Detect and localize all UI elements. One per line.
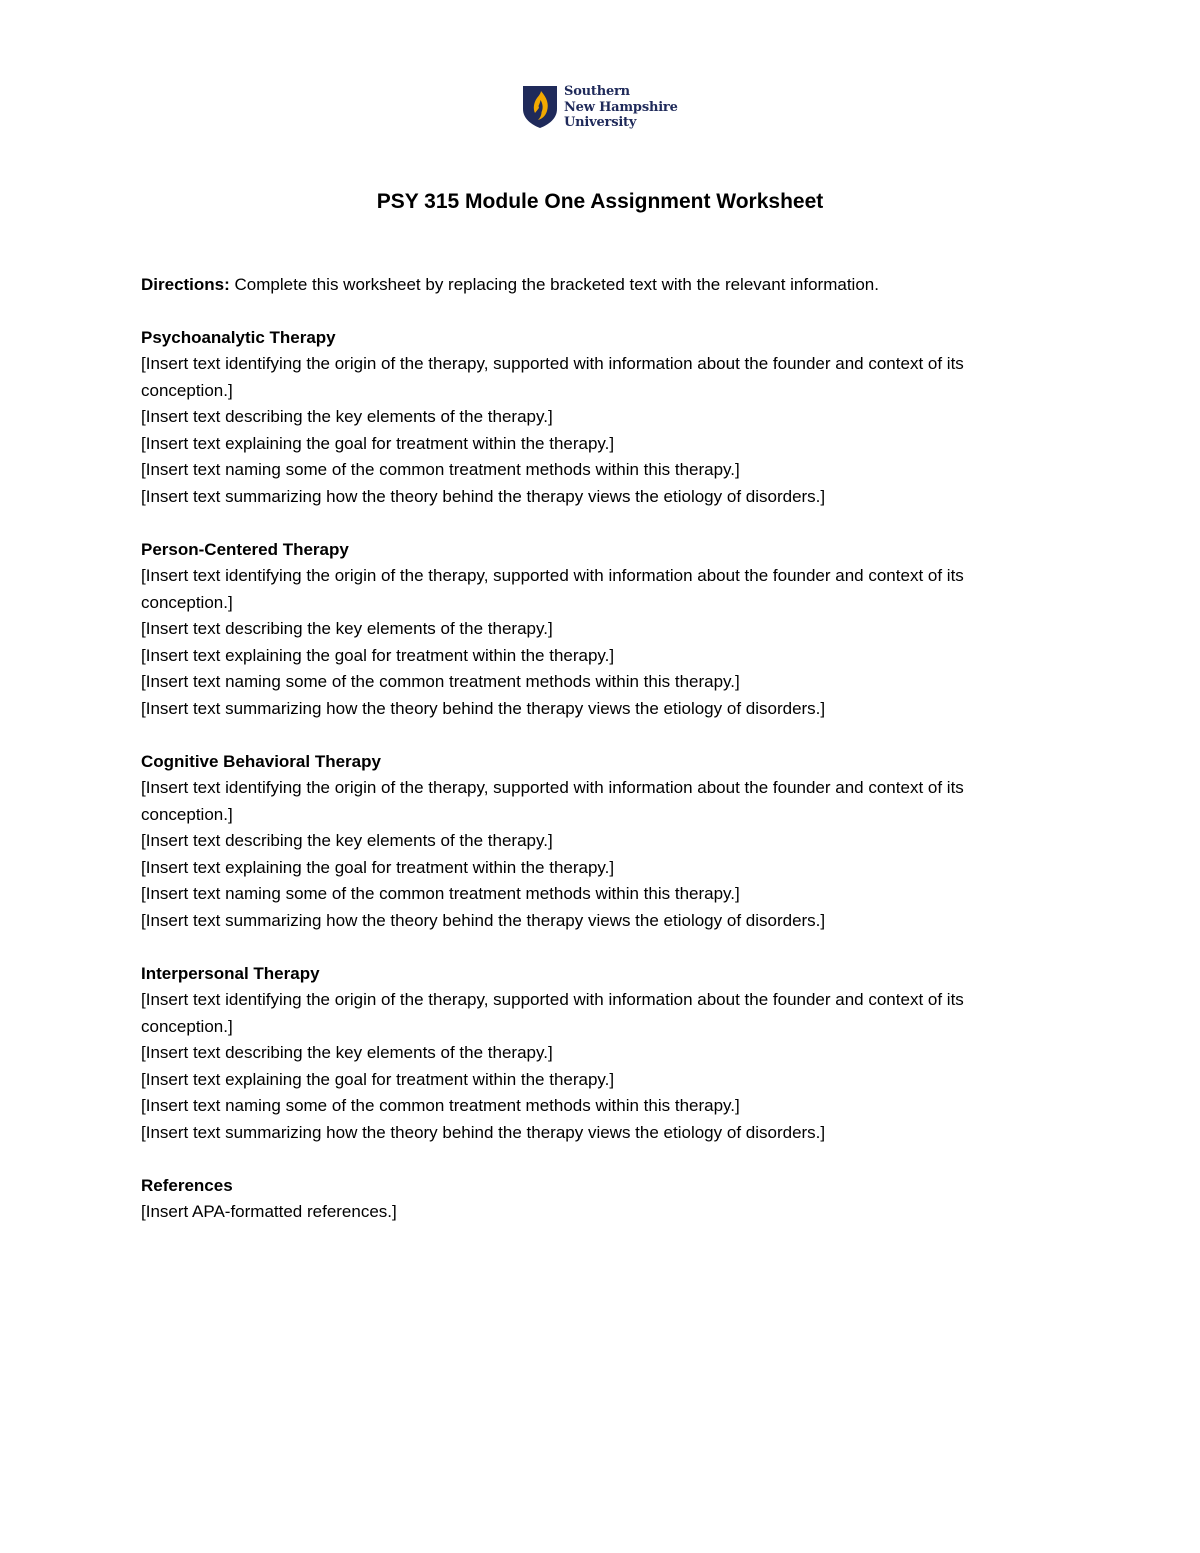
shield-flame-icon <box>522 85 558 129</box>
section-cognitive-behavioral <box>141 749 1021 935</box>
treatment-goal-prompt: [Insert text explaining the goal for treatment within the therapy.] <box>141 857 615 877</box>
references-prompt: [Insert APA-formatted references.] <box>141 1202 397 1221</box>
etiology-prompt: [Insert text summarizing how the theory behind the therapy views the etiology of disorders.] <box>141 910 826 930</box>
etiology-prompt: [Insert text summarizing how the theory behind the therapy views the etiology of disorders.] <box>141 486 826 506</box>
section-person-centered <box>141 537 1021 723</box>
etiology-prompt: [Insert text summarizing how the theory behind the therapy views the etiology of disorders.] <box>141 698 826 718</box>
key-elements-prompt: [Insert text describing the key elements of the therapy.] <box>141 619 553 638</box>
directions-text: Complete this worksheet by replacing the bracketed text with the relevant information. <box>229 275 879 294</box>
section-heading: Cognitive Behavioral Therapy <box>141 751 381 771</box>
treatment-goal-prompt: [Insert text explaining the goal for treatment within the therapy.] <box>141 1069 615 1089</box>
logo-line-2: New Hampshire <box>564 99 678 115</box>
key-elements-prompt: [Insert text describing the key elements of the therapy.] <box>141 1043 553 1062</box>
origin-prompt: [Insert text identifying the origin of the therapy, supported with information about the founder and context of its conception.] <box>141 778 964 824</box>
origin-prompt: [Insert text identifying the origin of the therapy, supported with information about the founder and context of its conception.] <box>141 566 964 612</box>
treatment-goal-prompt: [Insert text explaining the goal for treatment within the therapy.] <box>141 433 615 453</box>
key-elements-prompt: [Insert text describing the key elements of the therapy.] <box>141 831 553 850</box>
section-psychoanalytic <box>141 325 1021 511</box>
treatment-methods-prompt: [Insert text naming some of the common treatment methods within this therapy.] <box>141 1096 740 1115</box>
etiology-prompt: [Insert text summarizing how the theory behind the therapy views the etiology of disorders.] <box>141 1122 826 1142</box>
section-interpersonal <box>141 961 1021 1147</box>
section-heading: Psychoanalytic Therapy <box>141 327 336 347</box>
key-elements-prompt: [Insert text describing the key elements of the therapy.] <box>141 407 553 426</box>
origin-prompt: [Insert text identifying the origin of the therapy, supported with information about the founder and context of its conception.] <box>141 990 964 1036</box>
treatment-methods-prompt: [Insert text naming some of the common treatment methods within this therapy.] <box>141 460 740 479</box>
directions <box>141 272 1021 299</box>
logo-line-3: University <box>564 115 637 130</box>
directions-label: Directions: <box>141 275 230 294</box>
snhu-logo <box>522 84 678 131</box>
section-heading: Person-Centered Therapy <box>141 539 349 559</box>
logo-line-1: Southern <box>564 84 630 99</box>
treatment-goal-prompt: [Insert text explaining the goal for treatment within the therapy.] <box>141 645 615 665</box>
section-heading: Interpersonal Therapy <box>141 963 320 983</box>
logo-wordmark <box>564 84 678 131</box>
treatment-methods-prompt: [Insert text naming some of the common treatment methods within this therapy.] <box>141 672 740 691</box>
section-references <box>141 1173 1021 1226</box>
page-title: PSY 315 Module One Assignment Worksheet <box>376 190 824 213</box>
treatment-methods-prompt: [Insert text naming some of the common treatment methods within this therapy.] <box>141 884 740 903</box>
origin-prompt: [Insert text identifying the origin of the therapy, supported with information about the founder and context of its conception.] <box>141 354 964 400</box>
section-heading: References <box>141 1175 233 1195</box>
worksheet-body <box>141 272 1021 1252</box>
